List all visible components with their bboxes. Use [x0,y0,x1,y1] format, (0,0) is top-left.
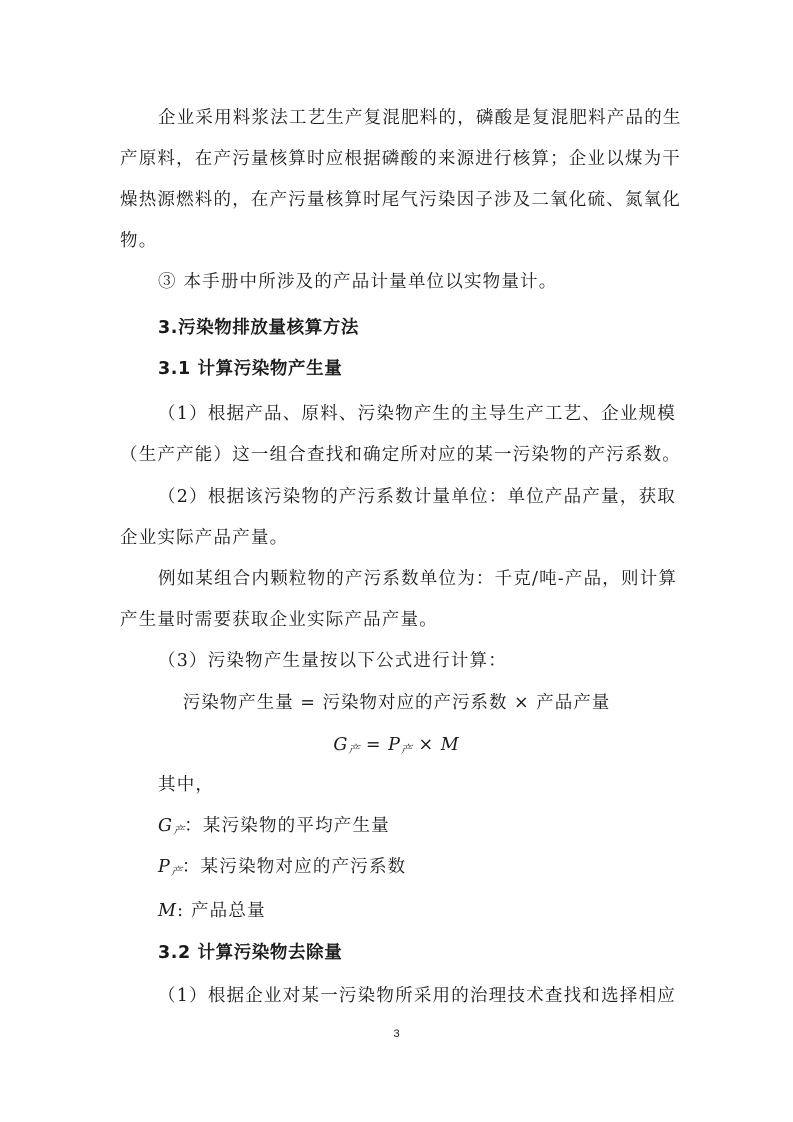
subsection-heading: 3.2 计算污染物去除量 [158,943,343,963]
paragraph-line: 企业实际产品产量。 [120,528,289,548]
subsection-heading: 3.1 计算污染物产生量 [158,359,343,379]
formula-math [0,733,793,762]
formula-symbol-g: G [333,735,349,755]
definition-text: ：某污染物的平均产生量 [184,816,390,836]
definition-subscript: 产 [170,865,182,878]
formula-symbol-m: M [440,735,460,755]
paragraph-line: 其中， [158,775,215,795]
definition-symbol: M [158,901,178,921]
definition-g [158,814,714,843]
paragraph-line: 物。 [120,231,158,251]
paragraph-line: （2）根据该污染物的产污系数计量单位：单位产品产量，获取 [158,487,676,507]
formula-times: × [411,735,441,755]
definition-text: ：某污染物对应的产污系数 [181,857,407,877]
definition-text: : 产品总量 [177,901,266,921]
definition-subscript: 产 [173,824,185,837]
definition-symbol: P [158,857,171,877]
definition-symbol: G [158,816,174,836]
paragraph-line: （生产产能）这一组合查找和确定所对应的某一污染物的产污系数。 [120,445,681,465]
formula-text: 污染物产生量 = 污染物对应的产污系数 × 产品产量 [182,693,611,713]
paragraph-line: （1）根据企业对某一污染物所采用的治理技术查找和选择相应 [158,986,676,1006]
paragraph-line: 燥热源燃料的，在产污量核算时尾气污染因子涉及二氧化硫、氮氧化 [120,190,681,210]
section-heading: 3.污染物排放量核算方法 [158,318,360,338]
note-line: ③ 本手册中所涉及的产品计量单位以实物量计。 [158,272,558,292]
formula-equals: = [359,735,389,755]
paragraph-line: （1）根据产品、原料、污染物产生的主导生产工艺、企业规模 [158,404,676,424]
page-number: 3 [393,1028,400,1040]
formula-subscript: 产 [400,743,412,756]
paragraph-line: （3）污染物产生量按以下公式进行计算： [158,651,507,671]
paragraph-line: 产生量时需要获取企业实际产品产量。 [120,610,438,630]
formula-subscript: 产 [348,743,360,756]
definition-m [158,899,714,923]
formula-symbol-p: P [388,735,401,755]
paragraph-line: 产原料，在产污量核算时应根据磷酸的来源进行核算；企业以煤为干 [120,149,681,169]
paragraph-line: 例如某组合内颗粒物的产污系数单位为：千克/吨-产品，则计算 [158,569,678,589]
definition-p [158,855,714,884]
paragraph-line: 企业采用料浆法工艺生产复混肥料的，磷酸是复混肥料产品的生 [158,108,682,128]
